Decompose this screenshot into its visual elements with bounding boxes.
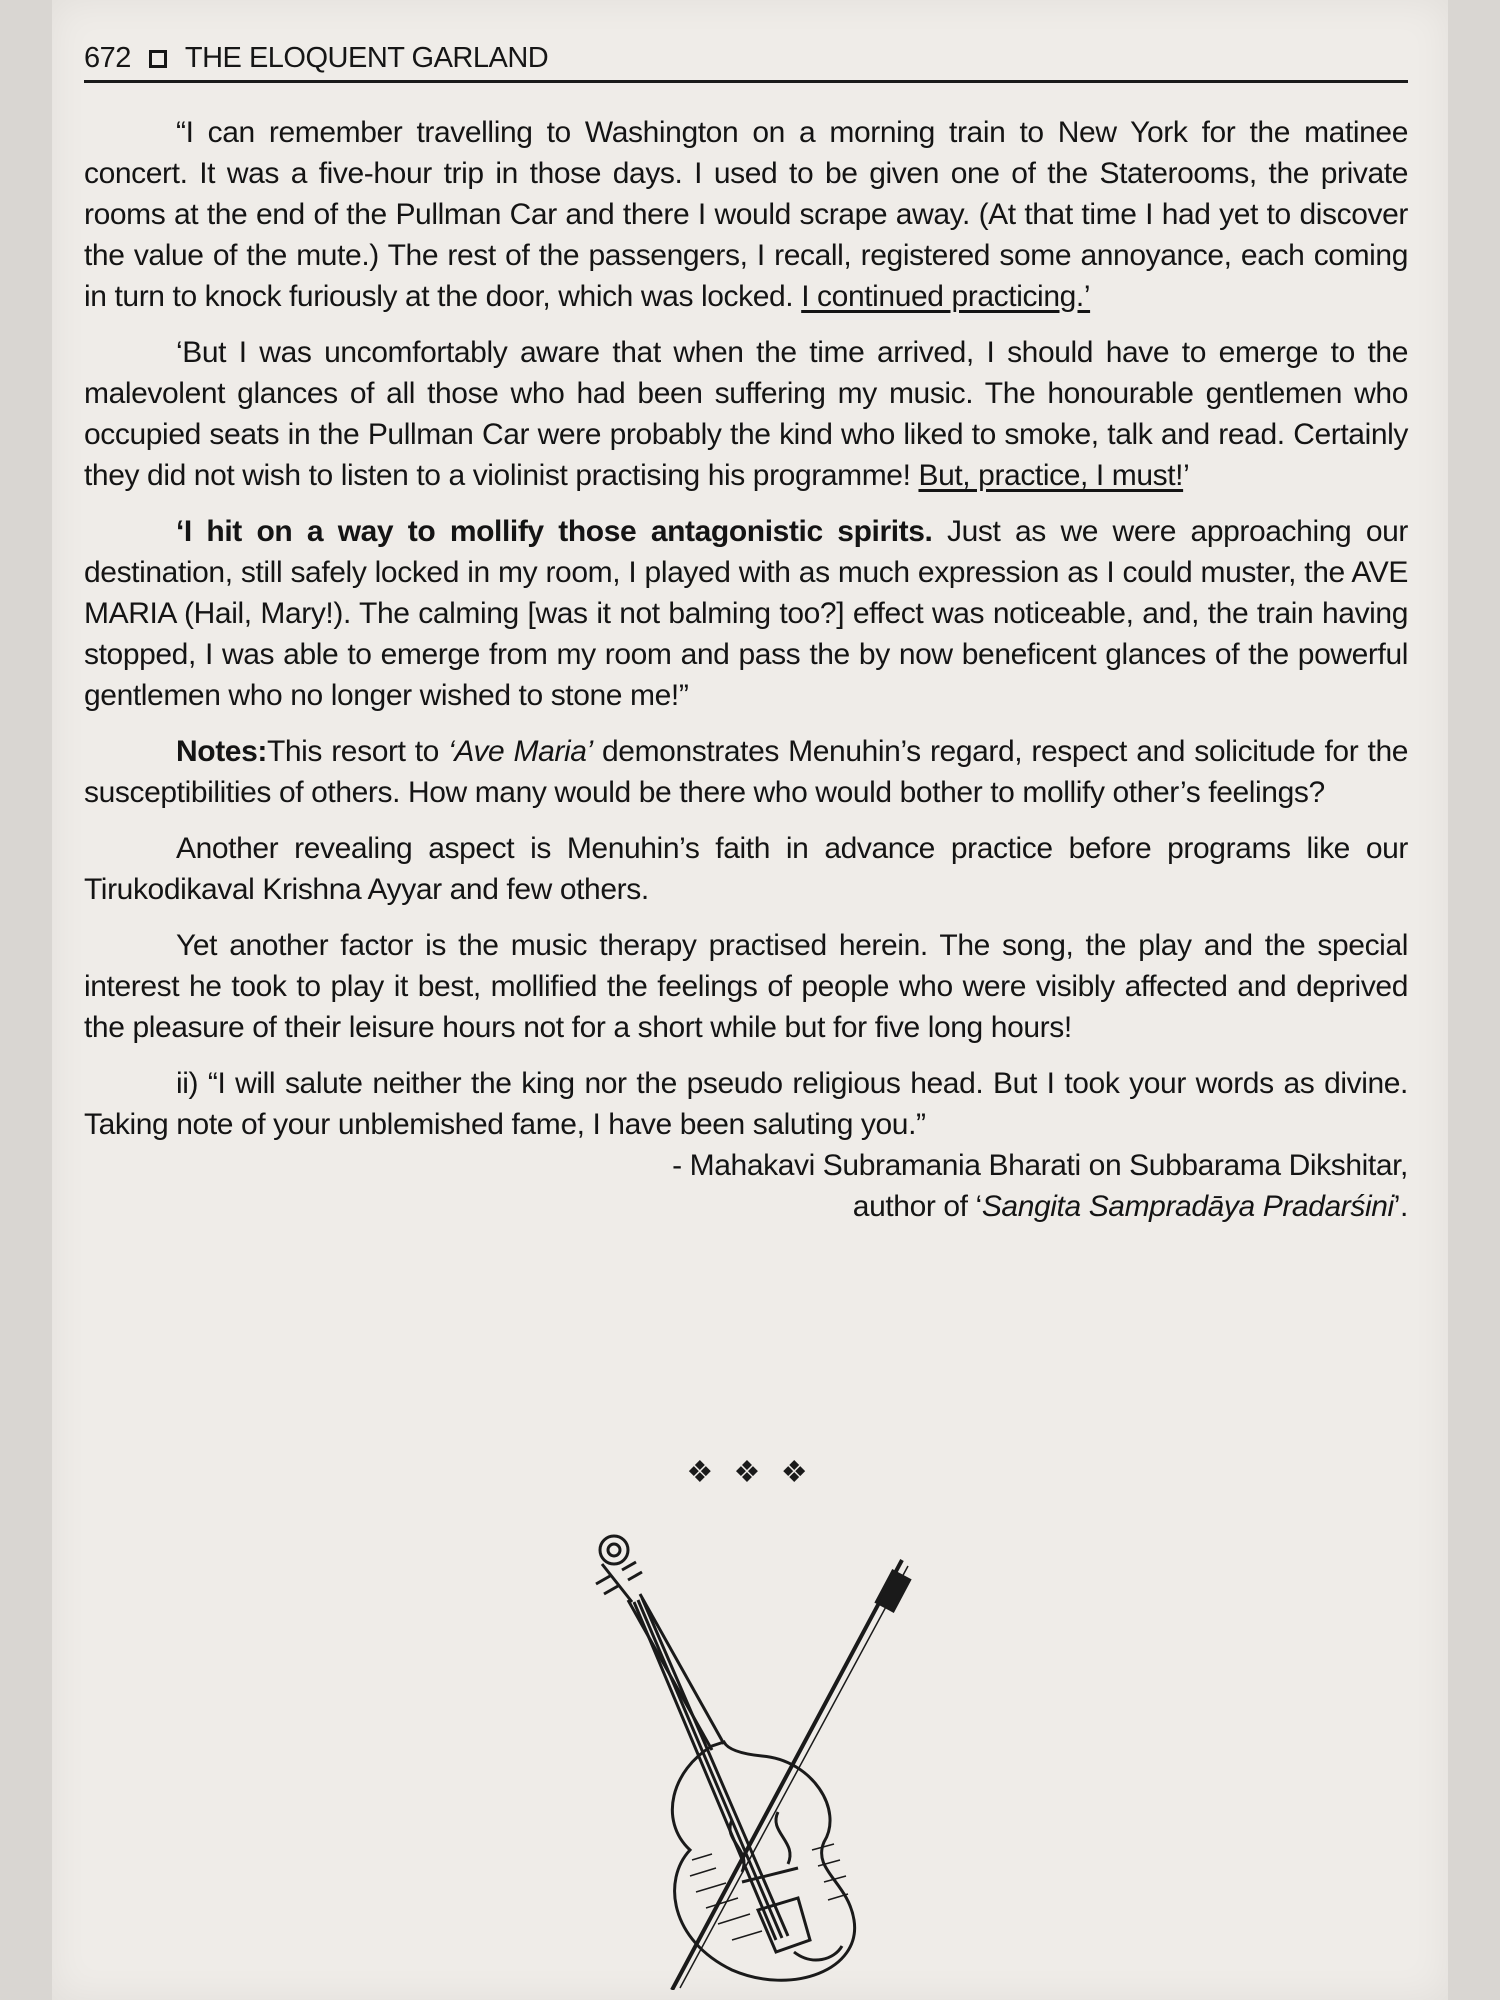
bold-lead: ‘I hit on a way to mollify those antagonistic spirits. [176,515,933,548]
paragraph-1: “I can remember travelling to Washington on a morning train to New York for the matinee concert. It was a five-hour trip in those days. I used to be given one of the Staterooms, the private rooms at the end of the Pullman Car and there I would scrape away. (At that time I had yet to discover the value of the mute.) The rest of the passengers, I recall, registered some annoyance, each coming in turn to knock furiously at the door, which was locked. I continued practicing.’ [84,116,1408,313]
ornament-stars: ❖ ❖ ❖ [686,1456,814,1489]
violin-and-bow-icon [562,1520,972,1990]
square-box-icon [149,50,167,68]
underlined-phrase: But, practice, I must! [918,459,1184,492]
book-title: THE ELOQUENT GARLAND [184,41,549,74]
underlined-phrase: I continued practicing.’ [801,280,1091,313]
book-page [52,0,1448,2000]
attribution-line-2: author of ‘Sangita Sampradāya Pradarśini’. [852,1190,1408,1223]
notes-label: Notes: [176,735,267,768]
paragraph-6: Yet another factor is the music therapy practised herein. The song, the play and the special interest he took to play it best, mollified the feelings of people who were visibly affected and deprived the pleasure of their leisure hours not for a short while but for five long hours! [84,929,1408,1044]
notes-paragraph: Notes:This resort to ‘Ave Maria’ demonstrates Menuhin’s regard, respect and solicitude for the susceptibilities of others. How many would be there who would bother to mollify other’s feelings? [84,735,1409,809]
italic-title: ‘Ave Maria’ [448,735,593,768]
italic-book-title: Sangita Sampradāya Pradarśini [981,1190,1394,1223]
attribution-line-1: - Mahakavi Subramania Bharati on Subbarama Dikshitar, [672,1149,1408,1182]
paragraph-5: Another revealing aspect is Menuhin’s faith in advance practice before programs like our Tirukodikaval Krishna Ayyar and few others. [84,832,1408,906]
paragraph-2: ‘But I was uncomfortably aware that when the time arrived, I should have to emerge to the malevolent glances of all those who had been suffering my music. The honourable gentlemen who occupied seats in the Pullman Car were probably the kind who liked to smoke, talk and read. Certainly they did not wish to listen to a violinist practising his programme! But, practice, I must!’ [84,336,1408,492]
page-body [84,112,1408,1242]
quote-ii: ii) “I will salute neither the king nor the pseudo religious head. But I took your words as divine. Taking note of your unblemished fame, I have been saluting you.” [84,1067,1408,1141]
page-number: 672 [84,41,131,74]
running-header [84,36,1408,83]
paragraph-3: ‘I hit on a way to mollify those antagonistic spirits. Just as we were approaching our destination, still safely locked in my room, I played with as much expression as I could muster, the AVE MARIA (Hail, Mary!). The calming [was it not balming too?] effect was noticeable, and, the train having stopped, I was able to emerge from my room and pass the by now beneficent glances of the powerful gentlemen who no longer wished to stone me!” [84,515,1408,712]
